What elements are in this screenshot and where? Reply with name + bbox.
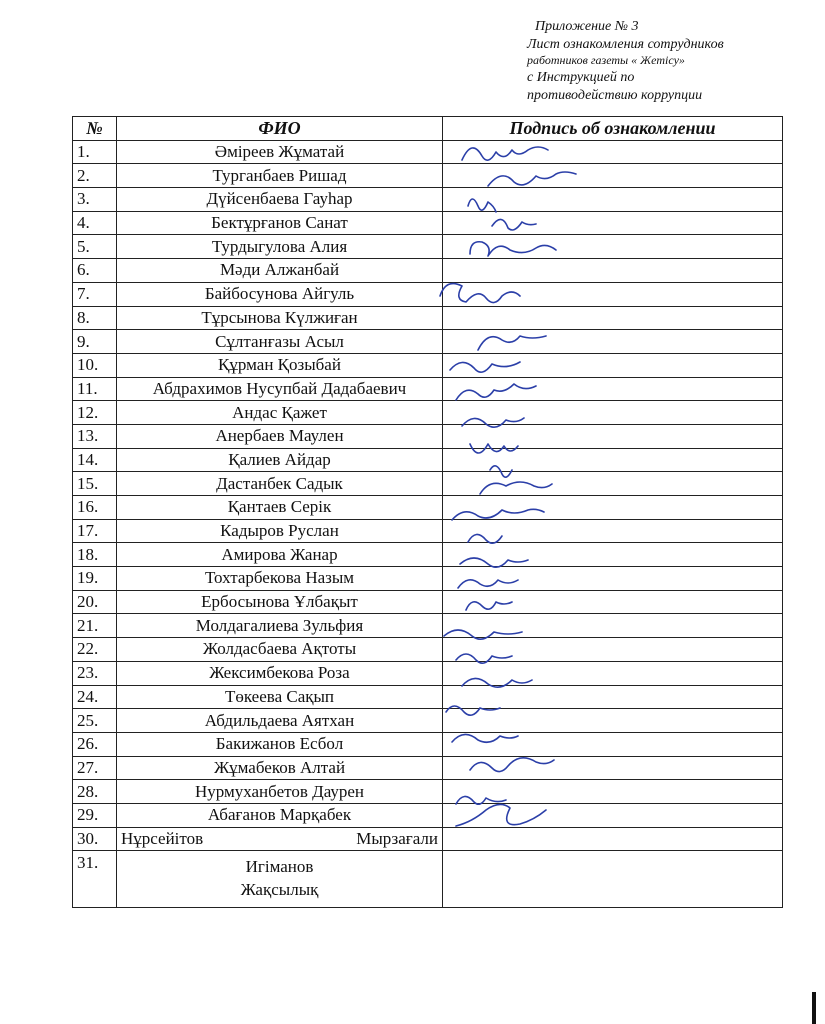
table-row [73,448,783,472]
table-header-row [73,117,783,141]
row-number: 22. [73,638,117,662]
row-number: 2. [73,164,117,188]
row-number: 10. [73,353,117,377]
table-row [73,235,783,259]
table-row [73,401,783,425]
signature-cell [443,803,783,827]
signature-cell [443,827,783,851]
table-row [73,614,783,638]
acquaintance-table [72,116,783,908]
table-row [73,756,783,780]
table-row [73,353,783,377]
signature-cell [443,472,783,496]
appendix-number: Приложение № 3 [535,19,639,34]
row-number: 11. [73,377,117,401]
row-name: Ербосынова Ұлбақыт [117,590,443,614]
table-row [73,472,783,496]
table-row [73,188,783,212]
row-number: 24. [73,685,117,709]
row-number: 31. [73,851,117,908]
signature-cell [443,567,783,591]
row-name: Абдрахимов Нусупбай Дадабаевич [117,377,443,401]
row-number: 19. [73,567,117,591]
row-name [117,851,443,908]
signature-cell [443,377,783,401]
row-number: 5. [73,235,117,259]
table-row [73,496,783,520]
signature-cell [443,188,783,212]
table-row [73,827,783,851]
row-name: Тұрсынова Күлжиған [117,306,443,330]
signature-cell [443,543,783,567]
row-name: Құрман Қозыбай [117,353,443,377]
signature-cell [443,235,783,259]
row-name: Тохтарбекова Назым [117,567,443,591]
row-name: Сұлтанғазы Асыл [117,330,443,354]
row-number: 15. [73,472,117,496]
document-header [527,18,817,104]
signature-cell [443,614,783,638]
instruction-line: с Инструкцией по [527,70,635,85]
signature-cell [443,851,783,908]
table-row [73,709,783,733]
signature-cell [443,780,783,804]
row-number: 29. [73,803,117,827]
table-row [73,803,783,827]
row-number: 26. [73,732,117,756]
signature-cell [443,732,783,756]
signature-cell [443,282,783,306]
row-name: Қантаев Серік [117,496,443,520]
given-name: Жақсылық [240,880,319,900]
table-row [73,638,783,662]
signature-cell [443,448,783,472]
col-name-header: ФИО [117,117,443,141]
table-row [73,424,783,448]
signature-cell [443,140,783,164]
newspaper-line: работников газеты « Жетісу» [527,53,685,67]
table-row [73,306,783,330]
row-name [117,827,443,851]
row-number: 3. [73,188,117,212]
row-name: Әміреев Жұматай [117,140,443,164]
table-row [73,377,783,401]
row-name: Амирова Жанар [117,543,443,567]
col-signature-header: Подпись об ознакомлении [443,117,783,141]
signature-cell [443,306,783,330]
table-row [73,685,783,709]
row-name: Қалиев Айдар [117,448,443,472]
row-number: 30. [73,827,117,851]
table-row [73,140,783,164]
row-number: 25. [73,709,117,733]
signature-cell [443,353,783,377]
row-number: 18. [73,543,117,567]
row-name: Андас Қажет [117,401,443,425]
row-name: Турганбаев Ришад [117,164,443,188]
row-name: Жексимбекова Роза [117,661,443,685]
row-number: 6. [73,259,117,283]
table-row [73,259,783,283]
signature-cell [443,164,783,188]
row-number: 21. [73,614,117,638]
row-number: 20. [73,590,117,614]
row-number: 16. [73,496,117,520]
row-number: 4. [73,211,117,235]
signature-cell [443,401,783,425]
signature-cell [443,259,783,283]
row-name: Жолдасбаева Ақтоты [117,638,443,662]
row-name: Төкеева Сақып [117,685,443,709]
row-name: Бектұрғанов Санат [117,211,443,235]
col-number-header: № [73,117,117,141]
row-name: Мәди Алжанбай [117,259,443,283]
row-name: Бакижанов Есбол [117,732,443,756]
row-number: 1. [73,140,117,164]
signature-cell [443,685,783,709]
surname: Нұрсейітов [121,828,204,848]
signature-cell [443,330,783,354]
row-name: Кадыров Руслан [117,519,443,543]
signature-cell [443,424,783,448]
signature-cell [443,661,783,685]
table-row [73,282,783,306]
sheet-title: Лист ознакомления сотрудников [527,36,724,52]
anticorruption-line: противодействию коррупции [527,87,703,103]
row-number: 9. [73,330,117,354]
row-name: Абдильдаева Аятхан [117,709,443,733]
row-number: 8. [73,306,117,330]
surname: Игіманов [245,857,314,877]
row-name: Дүйсенбаева Гауһар [117,188,443,212]
row-number: 7. [73,282,117,306]
table-body [73,140,783,908]
row-number: 14. [73,448,117,472]
table-row [73,780,783,804]
row-name: Анербаев Маулен [117,424,443,448]
row-name: Дастанбек Садык [117,472,443,496]
signature-cell [443,211,783,235]
row-name: Молдагалиева Зульфия [117,614,443,638]
row-number: 23. [73,661,117,685]
signature-cell [443,590,783,614]
row-name: Жұмабеков Алтай [117,756,443,780]
table-row [73,543,783,567]
signature-cell [443,756,783,780]
row-number: 27. [73,756,117,780]
table-row [73,732,783,756]
table-row [73,519,783,543]
table-row [73,211,783,235]
signature-cell [443,709,783,733]
scan-edge-mark [812,992,816,1024]
row-number: 13. [73,424,117,448]
table-row [73,567,783,591]
signature-cell [443,638,783,662]
row-number: 17. [73,519,117,543]
table-row [73,851,783,908]
signature-cell [443,519,783,543]
table-row [73,590,783,614]
row-name: Байбосунова Айгуль [117,282,443,306]
given-name: Мырзағали [356,828,438,848]
row-name: Турдыгулова Алия [117,235,443,259]
table-row [73,164,783,188]
row-name: Абағанов Марқабек [117,803,443,827]
table-row [73,661,783,685]
table-row [73,330,783,354]
signature-cell [443,496,783,520]
row-number: 28. [73,780,117,804]
row-number: 12. [73,401,117,425]
row-name: Нурмуханбетов Даурен [117,780,443,804]
